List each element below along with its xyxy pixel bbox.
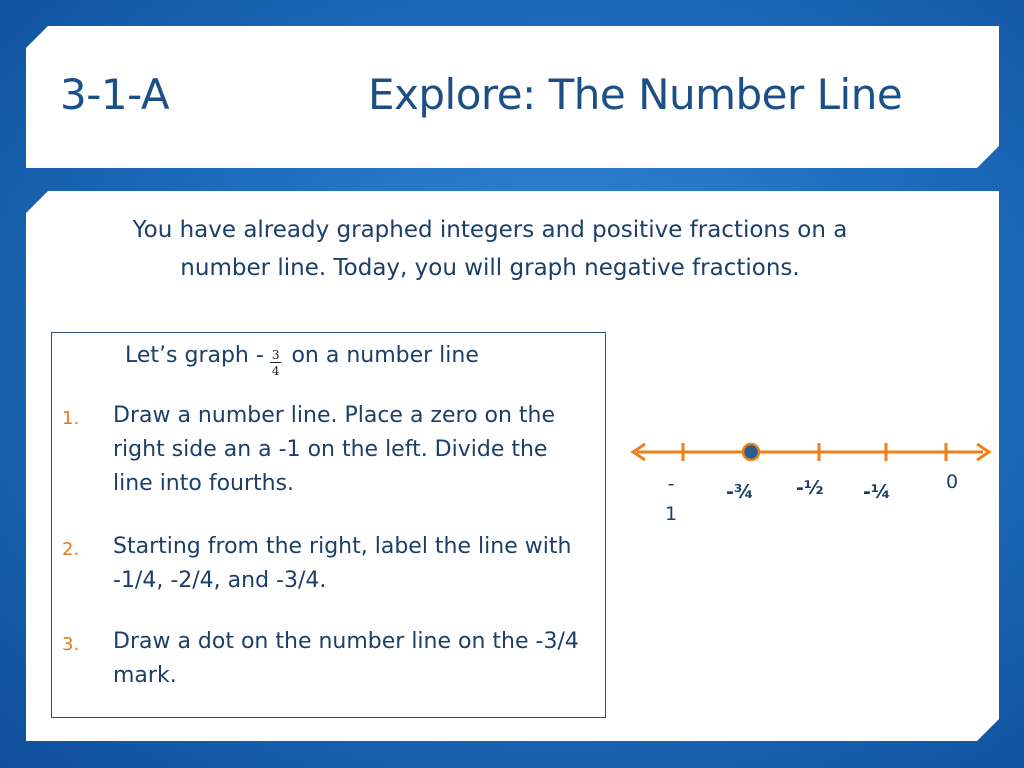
list-text: Draw a number line. Place a zero on the right side an a -1 on the left. Divide the line into fourths. bbox=[113, 403, 556, 496]
list-number: 3. bbox=[62, 634, 80, 655]
intro-line-1: You have already graphed integers and positive fractions on a bbox=[132, 217, 848, 243]
fraction-denominator: 4 bbox=[271, 364, 280, 378]
list-number: 2. bbox=[62, 539, 80, 560]
heading-suffix: on a number line bbox=[291, 343, 479, 368]
heading-prefix: Let’s graph - bbox=[125, 343, 264, 368]
label-minus-quarter: -¼ bbox=[863, 481, 891, 503]
slide-title: Explore: The Number Line bbox=[368, 70, 903, 119]
label-zero: 0 bbox=[946, 471, 959, 493]
label-minus-one bbox=[664, 469, 678, 529]
label-minus-half: -½ bbox=[796, 477, 824, 499]
instructions-heading bbox=[125, 340, 479, 378]
number-line bbox=[625, 430, 997, 474]
point-dot bbox=[743, 444, 759, 460]
list-text: Draw a dot on the number line on the -3/4 mark. bbox=[113, 629, 579, 688]
label-minus-three-quarters: -¾ bbox=[726, 481, 754, 503]
lesson-id: 3-1-A bbox=[60, 70, 170, 119]
fraction-three-quarters bbox=[270, 348, 282, 379]
label-minus-one-sign: - bbox=[667, 473, 675, 495]
list-number: 1. bbox=[62, 408, 80, 429]
intro-line-2: number line. Today, you will graph negative fractions. bbox=[180, 255, 800, 281]
label-minus-one-digit: 1 bbox=[664, 503, 678, 525]
fraction-numerator: 3 bbox=[271, 348, 280, 362]
intro-text bbox=[70, 211, 910, 287]
list-text: Starting from the right, label the line with -1/4, -2/4, and -3/4. bbox=[113, 534, 572, 593]
